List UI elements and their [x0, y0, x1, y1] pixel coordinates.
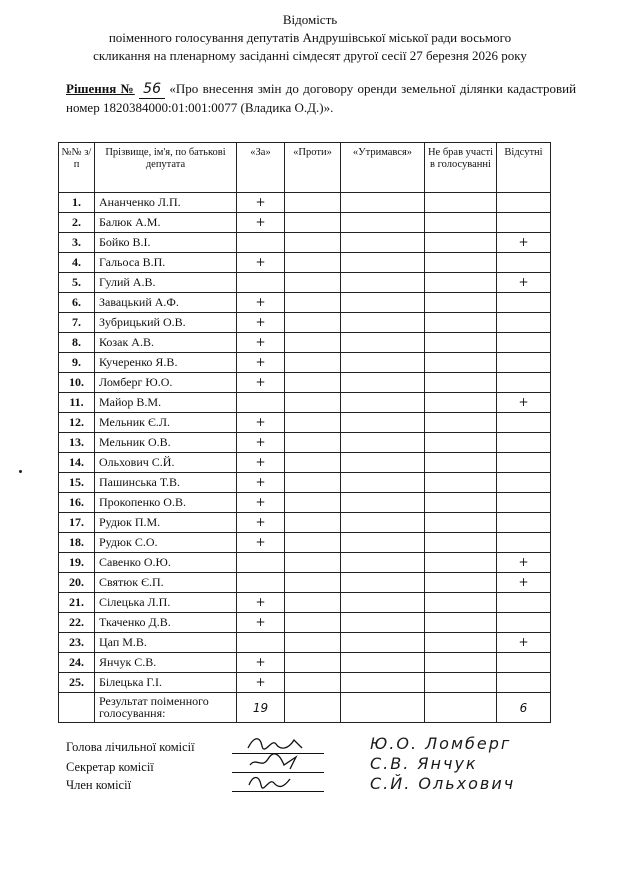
decision-label: Рішення №: [66, 81, 135, 96]
table-row: [59, 673, 551, 693]
row-nb: [425, 213, 497, 233]
table-row: [59, 473, 551, 493]
row-nb: [425, 273, 497, 293]
row-utr: [341, 573, 425, 593]
total-empty-cell: [59, 693, 95, 723]
row-za: [237, 273, 285, 293]
row-proty: [285, 333, 341, 353]
row-proty: [285, 633, 341, 653]
row-number: 24.: [59, 653, 95, 673]
row-vid: +: [497, 233, 551, 253]
row-nb: [425, 633, 497, 653]
header-proty: «Проти»: [285, 143, 341, 193]
row-number: 13.: [59, 433, 95, 453]
row-proty: [285, 253, 341, 273]
total-label: Результат поіменного голосування:: [95, 693, 237, 723]
row-proty: [285, 533, 341, 553]
row-za: +: [237, 293, 285, 313]
row-utr: [341, 653, 425, 673]
table-row: [59, 393, 551, 413]
signature-scribble-secretary: [244, 753, 314, 771]
table-row: [59, 513, 551, 533]
row-utr: [341, 533, 425, 553]
row-za: +: [237, 613, 285, 633]
table-row: [59, 253, 551, 273]
table-row: [59, 313, 551, 333]
row-proty: [285, 473, 341, 493]
row-name: Зубрицький О.В.: [95, 313, 237, 333]
row-proty: [285, 493, 341, 513]
row-proty: [285, 613, 341, 633]
row-name: Гальоса В.П.: [95, 253, 237, 273]
row-number: 4.: [59, 253, 95, 273]
row-proty: [285, 313, 341, 333]
header-utrymavsia: «Утримався»: [341, 143, 425, 193]
row-utr: [341, 333, 425, 353]
row-name: Святюк Є.П.: [95, 573, 237, 593]
row-za: +: [237, 473, 285, 493]
row-name: Завацький А.Ф.: [95, 293, 237, 313]
row-proty: [285, 393, 341, 413]
header-num: №№ з/п: [59, 143, 95, 193]
row-utr: [341, 313, 425, 333]
row-utr: [341, 373, 425, 393]
row-nb: [425, 653, 497, 673]
row-proty: [285, 553, 341, 573]
row-utr: [341, 553, 425, 573]
row-vid: [497, 593, 551, 613]
row-proty: [285, 453, 341, 473]
row-proty: [285, 513, 341, 533]
row-utr: [341, 233, 425, 253]
row-vid: [497, 413, 551, 433]
row-number: 9.: [59, 353, 95, 373]
total-utr: [341, 693, 425, 723]
row-number: 20.: [59, 573, 95, 593]
row-proty: [285, 293, 341, 313]
row-nb: [425, 573, 497, 593]
row-utr: [341, 673, 425, 693]
signature-name-secretary: С.В. Янчук: [370, 754, 478, 773]
row-proty: [285, 573, 341, 593]
table-row: [59, 293, 551, 313]
row-number: 16.: [59, 493, 95, 513]
row-za: +: [237, 313, 285, 333]
row-name: Ткаченко Д.В.: [95, 613, 237, 633]
row-proty: [285, 373, 341, 393]
row-number: 3.: [59, 233, 95, 253]
row-za: +: [237, 413, 285, 433]
total-za: 19: [237, 693, 285, 723]
row-nb: [425, 233, 497, 253]
row-utr: [341, 513, 425, 533]
row-name: Ольхович С.Й.: [95, 453, 237, 473]
row-za: +: [237, 353, 285, 373]
row-vid: [497, 493, 551, 513]
row-nb: [425, 353, 497, 373]
header-name: Прізвище, ім'я, по батькові депутата: [95, 143, 237, 193]
row-name: Пашинська Т.В.: [95, 473, 237, 493]
votes-table: [58, 142, 551, 723]
row-name: Ломберг Ю.О.: [95, 373, 237, 393]
row-vid: [497, 353, 551, 373]
row-nb: [425, 413, 497, 433]
table-row: [59, 633, 551, 653]
row-proty: [285, 593, 341, 613]
row-proty: [285, 673, 341, 693]
row-utr: [341, 393, 425, 413]
total-vid: 6: [497, 693, 551, 723]
row-name: Козак А.В.: [95, 333, 237, 353]
table-row: [59, 273, 551, 293]
table-row: [59, 193, 551, 213]
row-utr: [341, 453, 425, 473]
row-za: [237, 633, 285, 653]
header-za: «За»: [237, 143, 285, 193]
signature-role-member: Член комісії: [66, 778, 132, 792]
row-name: Цап М.В.: [95, 633, 237, 653]
row-number: 21.: [59, 593, 95, 613]
row-vid: [497, 253, 551, 273]
row-vid: +: [497, 393, 551, 413]
row-proty: [285, 273, 341, 293]
row-utr: [341, 353, 425, 373]
row-utr: [341, 613, 425, 633]
row-number: 19.: [59, 553, 95, 573]
row-nb: [425, 393, 497, 413]
row-za: +: [237, 213, 285, 233]
row-za: [237, 553, 285, 573]
row-number: 12.: [59, 413, 95, 433]
row-vid: [497, 533, 551, 553]
row-number: 25.: [59, 673, 95, 693]
row-name: Сілецька Л.П.: [95, 593, 237, 613]
row-za: +: [237, 433, 285, 453]
row-number: 11.: [59, 393, 95, 413]
row-name: Гулий А.В.: [95, 273, 237, 293]
signature-name-chair: Ю.О. Ломберг: [370, 734, 512, 753]
table-row: [59, 553, 551, 573]
row-vid: [497, 433, 551, 453]
row-number: 17.: [59, 513, 95, 533]
table-row: [59, 653, 551, 673]
signature-role-secretary: Секретар комісії: [66, 760, 154, 774]
signature-name-member: С.Й. Ольхович: [370, 774, 516, 793]
doc-subtitle-line1: поіменного голосування депутатів Андрушівської міської ради восьмого: [108, 30, 512, 45]
row-name: Мельник Є.Л.: [95, 413, 237, 433]
row-nb: [425, 293, 497, 313]
row-za: +: [237, 533, 285, 553]
row-utr: [341, 433, 425, 453]
table-row: [59, 213, 551, 233]
row-za: [237, 233, 285, 253]
row-vid: [497, 313, 551, 333]
table-row: [59, 413, 551, 433]
decision-block: [66, 80, 576, 116]
row-za: [237, 393, 285, 413]
table-row: [59, 353, 551, 373]
row-za: +: [237, 513, 285, 533]
row-vid: [497, 333, 551, 353]
row-vid: [497, 293, 551, 313]
row-vid: [497, 373, 551, 393]
row-vid: +: [497, 573, 551, 593]
table-row: [59, 533, 551, 553]
row-vid: [497, 673, 551, 693]
table-row: [59, 433, 551, 453]
row-number: 8.: [59, 333, 95, 353]
row-vid: [497, 513, 551, 533]
row-utr: [341, 413, 425, 433]
table-row: [59, 493, 551, 513]
row-za: +: [237, 673, 285, 693]
row-vid: [497, 193, 551, 213]
row-nb: [425, 373, 497, 393]
row-utr: [341, 253, 425, 273]
table-row: [59, 453, 551, 473]
header-ne-brav: Не брав участі в голосуванні: [425, 143, 497, 193]
row-utr: [341, 493, 425, 513]
row-name: Балюк А.М.: [95, 213, 237, 233]
row-name: Ананченко Л.П.: [95, 193, 237, 213]
row-name: Бойко В.І.: [95, 233, 237, 253]
row-proty: [285, 233, 341, 253]
signature-scribble-chair: [244, 734, 314, 752]
row-number: 2.: [59, 213, 95, 233]
decision-text: «Про внесення змін до договору оренди земельної ділянки кадастровий номер 1820384000:01:001:0077 (Владика О.Д.)».: [66, 81, 577, 115]
row-za: +: [237, 253, 285, 273]
row-proty: [285, 653, 341, 673]
signature-scribble-member: [244, 772, 314, 790]
row-number: 14.: [59, 453, 95, 473]
row-name: Савенко О.Ю.: [95, 553, 237, 573]
row-proty: [285, 213, 341, 233]
signature-role-chair: Голова лічильної комісії: [66, 740, 195, 754]
table-row: [59, 333, 551, 353]
row-nb: [425, 433, 497, 453]
row-nb: [425, 673, 497, 693]
row-za: +: [237, 333, 285, 353]
row-utr: [341, 633, 425, 653]
total-row: [59, 693, 551, 723]
row-proty: [285, 193, 341, 213]
row-number: 18.: [59, 533, 95, 553]
row-nb: [425, 513, 497, 533]
row-nb: [425, 333, 497, 353]
row-utr: [341, 293, 425, 313]
row-proty: [285, 433, 341, 453]
row-name: Рудюк П.М.: [95, 513, 237, 533]
row-nb: [425, 493, 497, 513]
total-proty: [285, 693, 341, 723]
signature-line-member: [232, 790, 324, 792]
row-number: 7.: [59, 313, 95, 333]
row-name: Майор В.М.: [95, 393, 237, 413]
row-nb: [425, 453, 497, 473]
row-number: 10.: [59, 373, 95, 393]
stray-dot: [19, 470, 22, 473]
row-nb: [425, 553, 497, 573]
row-number: 22.: [59, 613, 95, 633]
table-row: [59, 573, 551, 593]
row-nb: [425, 193, 497, 213]
table-header-row: [59, 143, 551, 193]
doc-title: Відомість: [282, 12, 338, 27]
row-vid: +: [497, 553, 551, 573]
row-vid: +: [497, 273, 551, 293]
row-za: +: [237, 653, 285, 673]
row-za: [237, 573, 285, 593]
doc-subtitle-line2: скликання на пленарному засіданні сімдесят другої сесії 27 березня 2026 року: [93, 48, 527, 63]
row-vid: [497, 213, 551, 233]
decision-number: 56: [139, 81, 165, 99]
row-za: +: [237, 593, 285, 613]
row-number: 23.: [59, 633, 95, 653]
row-number: 6.: [59, 293, 95, 313]
table-row: [59, 593, 551, 613]
row-nb: [425, 533, 497, 553]
row-vid: [497, 453, 551, 473]
row-vid: [497, 473, 551, 493]
total-nb: [425, 693, 497, 723]
row-name: Кучеренко Я.В.: [95, 353, 237, 373]
row-za: +: [237, 453, 285, 473]
header-vidsutni: Відсутні: [497, 143, 551, 193]
row-nb: [425, 593, 497, 613]
row-vid: +: [497, 633, 551, 653]
row-za: +: [237, 373, 285, 393]
row-utr: [341, 593, 425, 613]
row-proty: [285, 353, 341, 373]
row-name: Рудюк С.О.: [95, 533, 237, 553]
row-number: 15.: [59, 473, 95, 493]
row-name: Білецька Г.І.: [95, 673, 237, 693]
table-row: [59, 613, 551, 633]
row-name: Прокопенко О.В.: [95, 493, 237, 513]
row-za: +: [237, 193, 285, 213]
row-nb: [425, 313, 497, 333]
row-za: +: [237, 493, 285, 513]
row-nb: [425, 613, 497, 633]
row-name: Янчук С.В.: [95, 653, 237, 673]
row-utr: [341, 273, 425, 293]
row-number: 5.: [59, 273, 95, 293]
row-number: 1.: [59, 193, 95, 213]
table-row: [59, 373, 551, 393]
row-name: Мельник О.В.: [95, 433, 237, 453]
table-row: [59, 233, 551, 253]
row-vid: [497, 613, 551, 633]
row-nb: [425, 473, 497, 493]
row-nb: [425, 253, 497, 273]
row-utr: [341, 193, 425, 213]
row-utr: [341, 213, 425, 233]
row-vid: [497, 653, 551, 673]
row-proty: [285, 413, 341, 433]
row-utr: [341, 473, 425, 493]
